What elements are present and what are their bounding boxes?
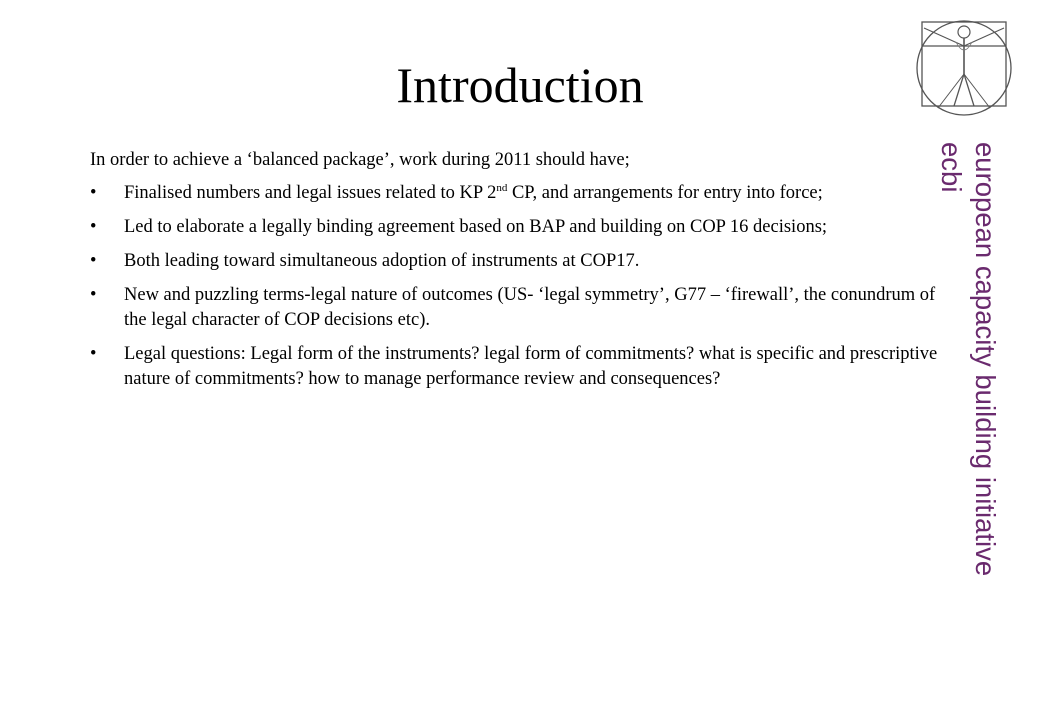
ecbi-acronym: ecbi — [936, 142, 967, 193]
intro-text: In order to achieve a ‘balanced package’, work during 2011 should have; — [90, 150, 630, 170]
ecbi-full-name: european capacity building initiative — [970, 142, 1001, 577]
bullet-item — [90, 249, 960, 274]
bullet-dot: • — [90, 344, 97, 364]
bullet-text: Legal questions: Legal form of the instruments? legal form of commitments? what is specific and prescriptive nature of commitments? how to manage performance review and consequences? — [124, 344, 938, 389]
bullet-text-part: CP, and arrangements for entry into force; — [507, 183, 823, 203]
bullet-item — [90, 283, 960, 333]
bullet-dot: • — [90, 183, 97, 203]
bullet-dot: • — [90, 217, 97, 237]
bullet-dot: • — [90, 251, 97, 271]
bullet-item — [90, 342, 960, 392]
slide-title: Introduction — [396, 57, 644, 113]
bullet-list — [90, 181, 960, 392]
slide-body — [90, 148, 960, 401]
bullet-text: New and puzzling terms-legal nature of outcomes (US- ‘legal symmetry’, G77 – ‘firewall’, the conundrum of the legal character of COP decisions etc). — [124, 285, 936, 330]
bullet-dot: • — [90, 285, 97, 305]
ecbi-branding — [928, 142, 1002, 687]
bullet-text: Led to elaborate a legally binding agreement based on BAP and building on COP 16 decisions; — [124, 217, 828, 237]
bullet-text-part: Finalised numbers and legal issues related to KP 2 — [124, 183, 497, 203]
bullet-text: Both leading toward simultaneous adoption of instruments at COP17. — [124, 251, 640, 271]
bullet-item — [90, 215, 960, 240]
bullet-item — [90, 181, 960, 206]
superscript: nd — [496, 182, 508, 194]
